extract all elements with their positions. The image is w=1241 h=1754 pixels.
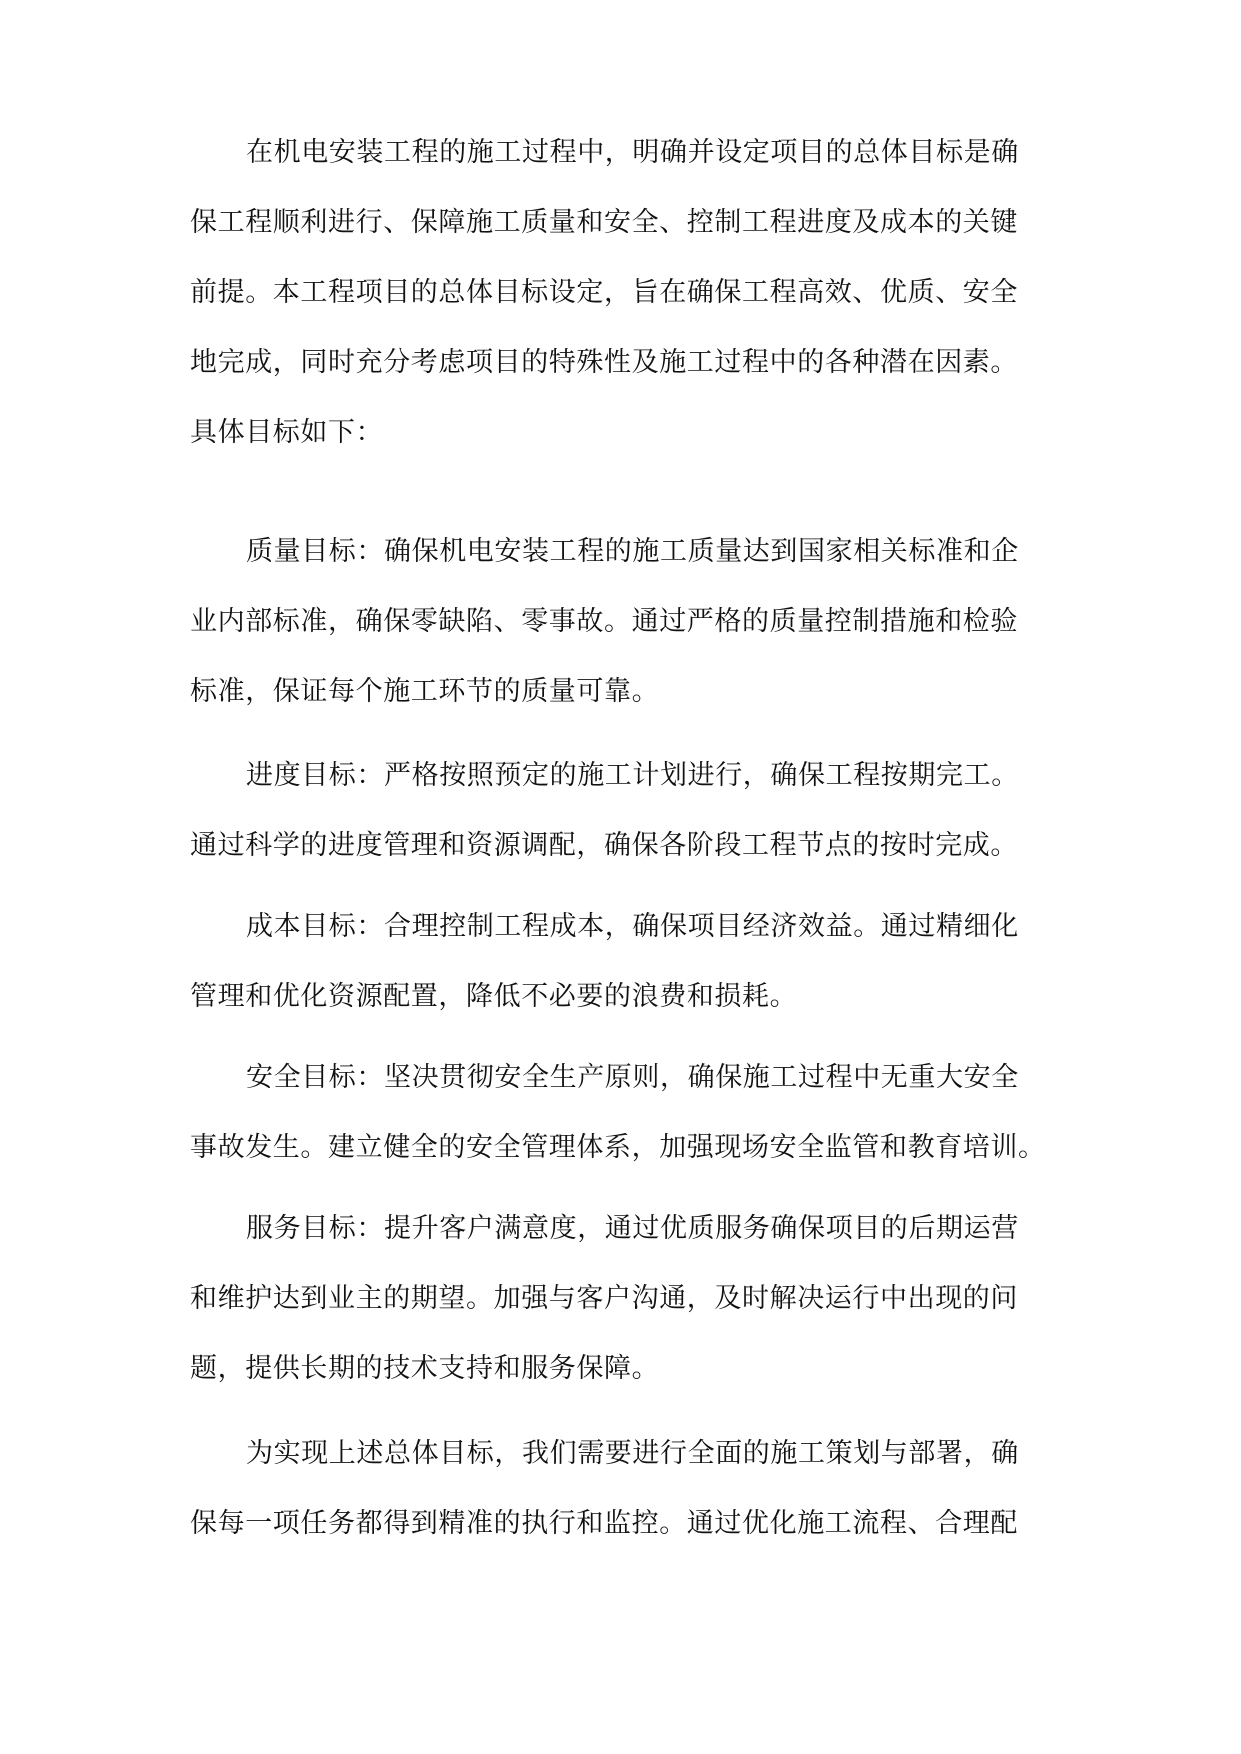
text-line: 前提。本工程项目的总体目标设定，旨在确保工程高效、优质、安全 [190, 277, 1018, 308]
text-line: 服务目标：提升客户满意度，通过优质服务确保项目的后期运营 [246, 1213, 1019, 1244]
text-line: 通过科学的进度管理和资源调配，确保各阶段工程节点的按时完成。 [190, 830, 1018, 861]
text-line: 安全目标：坚决贯彻安全生产原则，确保施工过程中无重大安全 [246, 1062, 1019, 1093]
text-line: 管理和优化资源配置，降低不必要的浪费和损耗。 [190, 981, 798, 1012]
text-line: 具体目标如下： [190, 417, 384, 448]
text-line: 进度目标：严格按照预定的施工计划进行，确保工程按期完工。 [246, 760, 1019, 791]
text-line: 标准，保证每个施工环节的质量可靠。 [190, 676, 660, 707]
text-line: 题，提供长期的技术支持和服务保障。 [190, 1353, 660, 1384]
text-line: 为实现上述总体目标，我们需要进行全面的施工策划与部署，确 [246, 1438, 1019, 1469]
text-line: 事故发生。建立健全的安全管理体系，加强现场安全监管和教育培训。 [190, 1132, 1046, 1163]
text-line: 和维护达到业主的期望。加强与客户沟通，及时解决运行中出现的问 [190, 1283, 1018, 1314]
text-line: 成本目标：合理控制工程成本，确保项目经济效益。通过精细化 [246, 911, 1019, 942]
text-line: 业内部标准，确保零缺陷、零事故。通过严格的质量控制措施和检验 [190, 606, 1018, 637]
text-line: 质量目标：确保机电安装工程的施工质量达到国家相关标准和企 [246, 536, 1019, 567]
text-line: 保工程顺利进行、保障施工质量和安全、控制工程进度及成本的关键 [190, 207, 1018, 238]
text-line: 地完成，同时充分考虑项目的特殊性及施工过程中的各种潜在因素。 [190, 347, 1018, 378]
text-line: 保每一项任务都得到精准的执行和监控。通过优化施工流程、合理配 [190, 1508, 1018, 1539]
text-line: 在机电安装工程的施工过程中，明确并设定项目的总体目标是确 [246, 137, 1019, 168]
